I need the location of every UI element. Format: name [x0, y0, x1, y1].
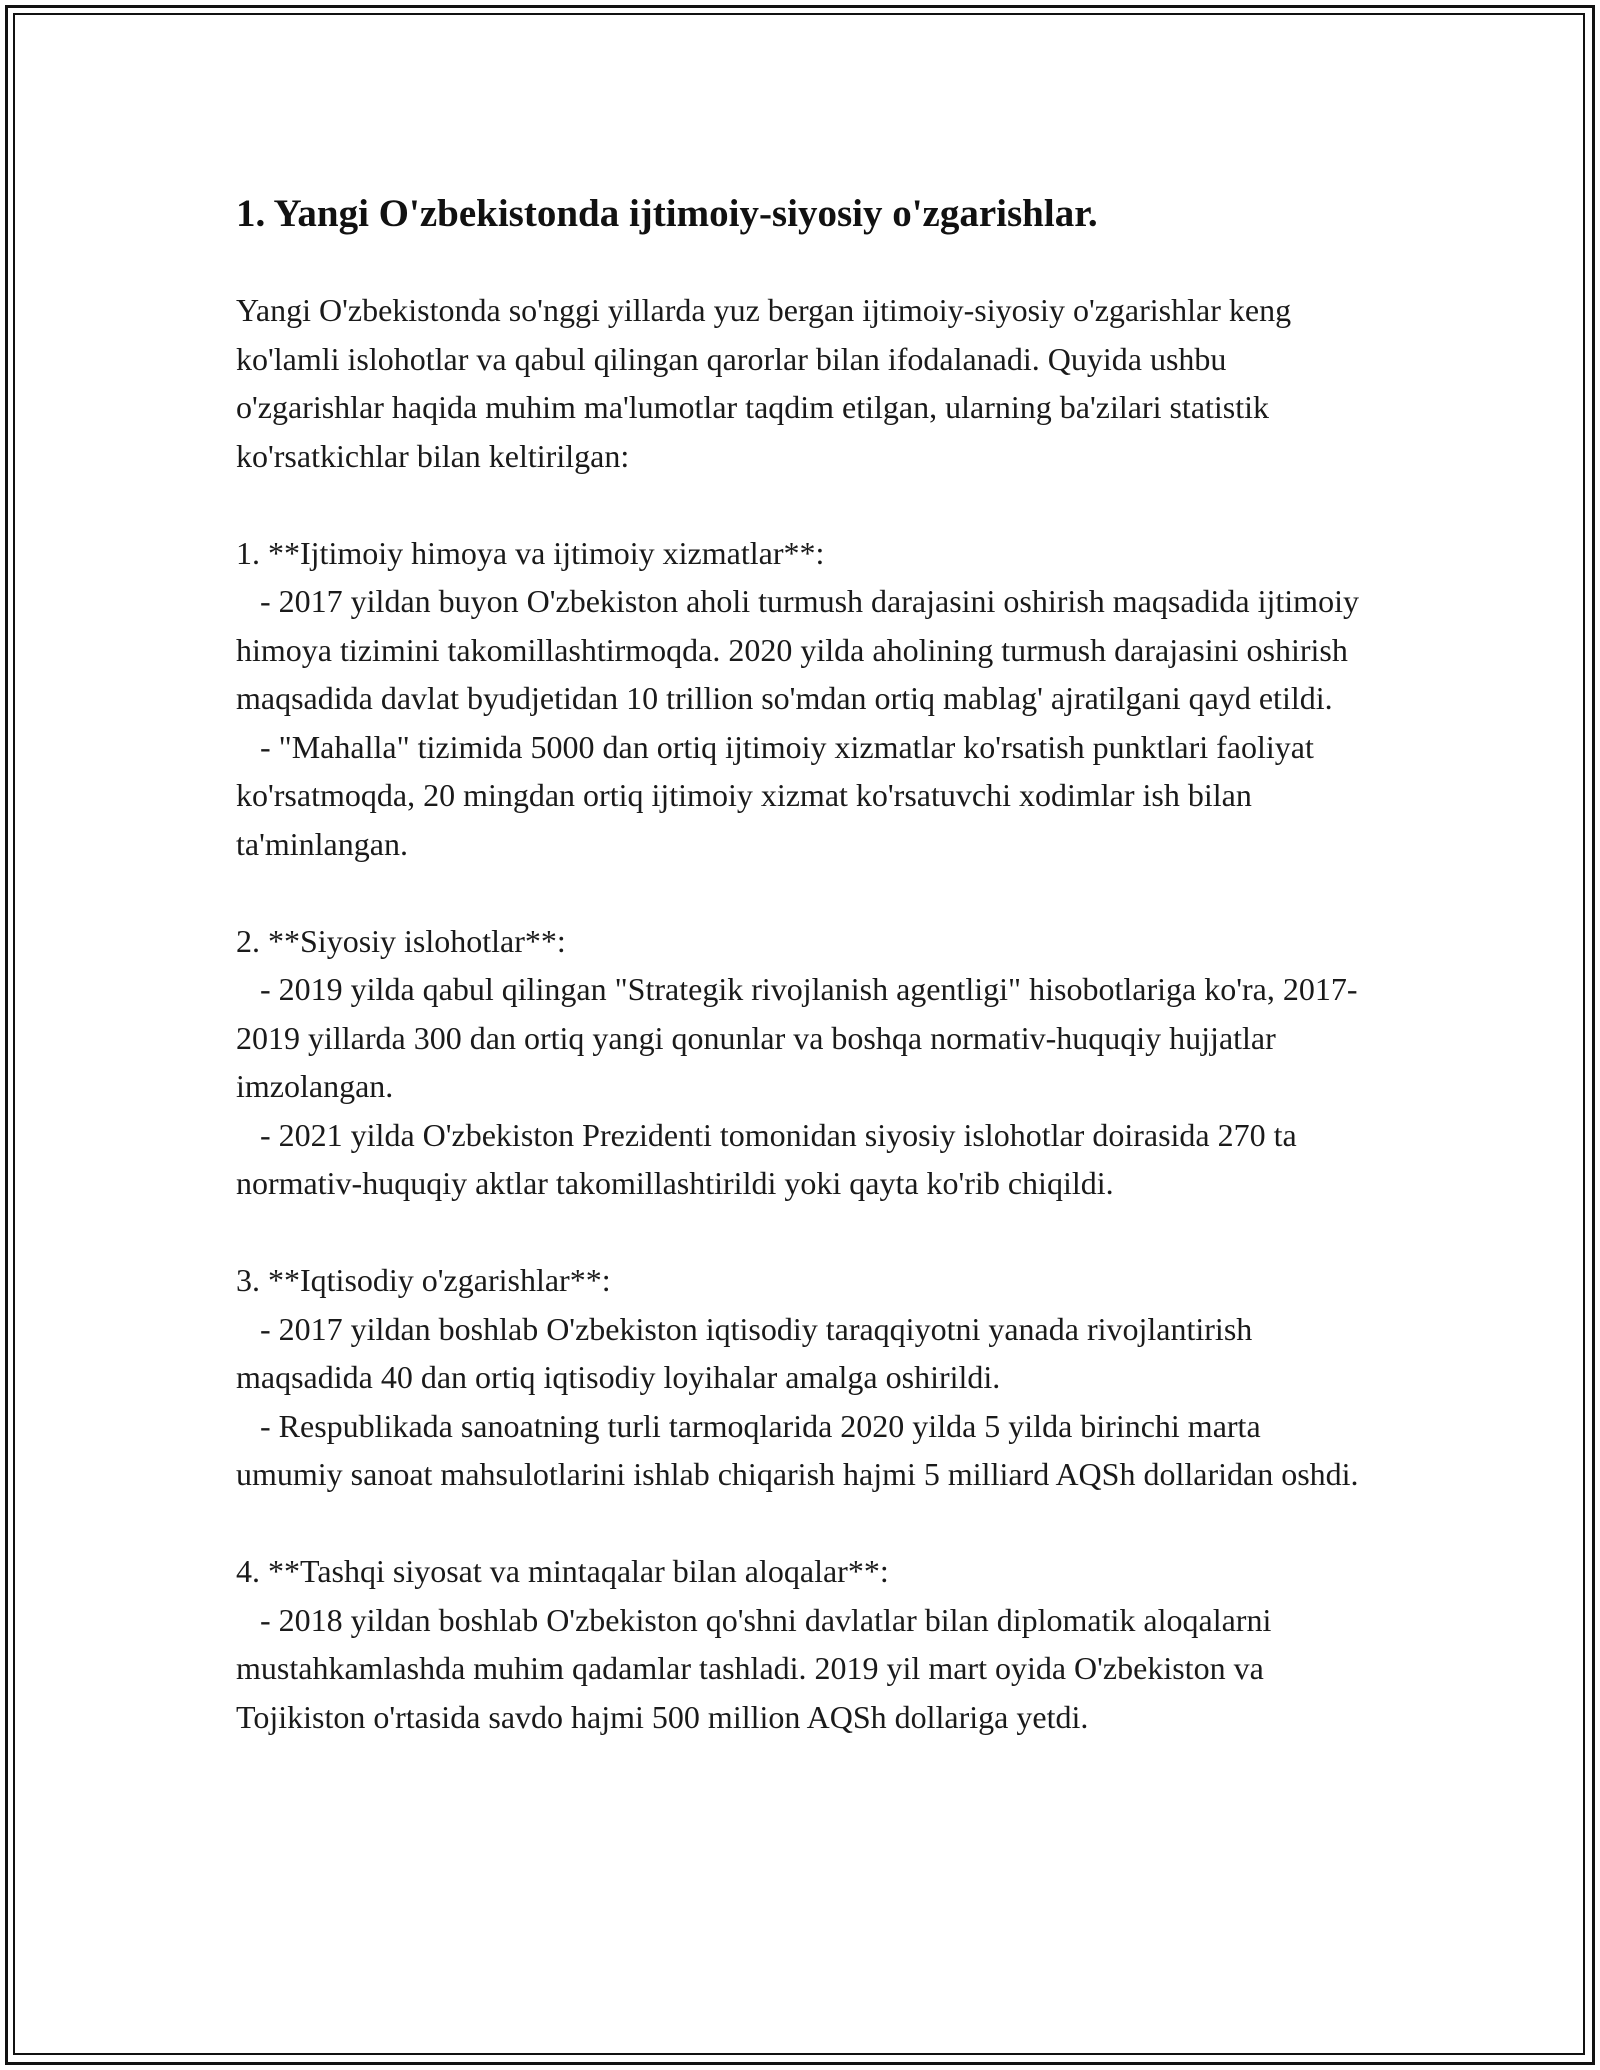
- list-item: - 2017 yildan boshlab O'zbekiston iqtisodiy taraqqiyotni yanada rivojlantirish maqsadida 40 dan ortiq iqtisodiy loyihalar amalga oshirildi.: [236, 1310, 1261, 1395]
- document-body: [236, 186, 1366, 1741]
- list-item: - "Mahalla" tizimida 5000 dan ortiq ijtimoiy xizmatlar ko'rsatish punktlari faoliyat ko'rsatmoqda, 20 mingdan ortiq ijtimoiy xizmat ko'rsatuvchi xodimlar ish bilan ta'minlangan.: [236, 728, 1322, 862]
- document-title: 1. Yangi O'zbekistonda ijtimoiy-siyosiy o'zgarishlar.: [236, 192, 1098, 235]
- spacer: [236, 1499, 1366, 1548]
- list-item: - 2019 yilda qabul qilingan "Strategik rivojlanish agentligi" hisobotlariga ko'ra, 2017-2019 yillarda 300 dan ortiq yangi qonunlar va boshqa normativ-huquqiy hujjatlar imzolangan.: [236, 971, 1358, 1104]
- spacer: [236, 868, 1366, 917]
- section-heading: 2. **Siyosiy islohotlar**:: [236, 922, 566, 959]
- section-economic-changes: [236, 1256, 1366, 1499]
- section-political-reforms: [236, 917, 1366, 1208]
- list-item: - 2021 yilda O'zbekiston Prezidenti tomonidan siyosiy islohotlar doirasida 270 ta normativ-huquqiy aktlar takomillashtirildi yoki qayta ko'rib chiqildi.: [236, 1116, 1305, 1201]
- section-heading: 1. **Ijtimoiy himoya va ijtimoiy xizmatlar**:: [236, 534, 825, 571]
- intro-paragraph: Yangi O'zbekistonda so'nggi yillarda yuz bergan ijtimoiy-siyosiy o'zgarishlar keng ko'lamli islohotlar va qabul qilingan qarorlar bilan ifodalanadi. Quyida ushbu o'zgarishlar haqida muhim ma'lumotlar taqdim etilgan, ularning ba'zilari statistik ko'rsatkichlar bilan keltirilgan:: [236, 292, 1292, 474]
- list-item: - 2017 yildan buyon O'zbekiston aholi turmush darajasini oshirish maqsadida ijtimoiy himoya tizimini takomillashtirmoqda. 2020 yilda aholining turmush darajasini oshirish maqsadida davlat byudjetidan 10 trillion so'mdan ortiq mablag' ajratilgani qayd etildi.: [236, 583, 1367, 716]
- list-item: - Respublikada sanoatning turli tarmoqlarida 2020 yilda 5 yilda birinchi marta umumiy sanoat mahsulotlarini ishlab chiqarish hajmi 5 milliard AQSh dollaridan oshdi.: [236, 1407, 1359, 1492]
- section-heading: 4. **Tashqi siyosat va mintaqalar bilan aloqalar**:: [236, 1553, 889, 1589]
- section-social-protection: [236, 529, 1366, 869]
- section-foreign-policy: [236, 1547, 1366, 1741]
- spacer: [236, 480, 1366, 529]
- list-item: - 2018 yildan boshlab O'zbekiston qo'shni davlatlar bilan diplomatik aloqalarni mustahkamlashda muhim qadamlar tashladi. 2019 yil mart oyida O'zbekiston va Tojikiston o'rtasida savdo hajmi 500 million AQSh dollariga yetdi.: [236, 1601, 1280, 1735]
- spacer: [236, 1208, 1366, 1257]
- section-heading: 3. **Iqtisodiy o'zgarishlar**:: [236, 1262, 611, 1298]
